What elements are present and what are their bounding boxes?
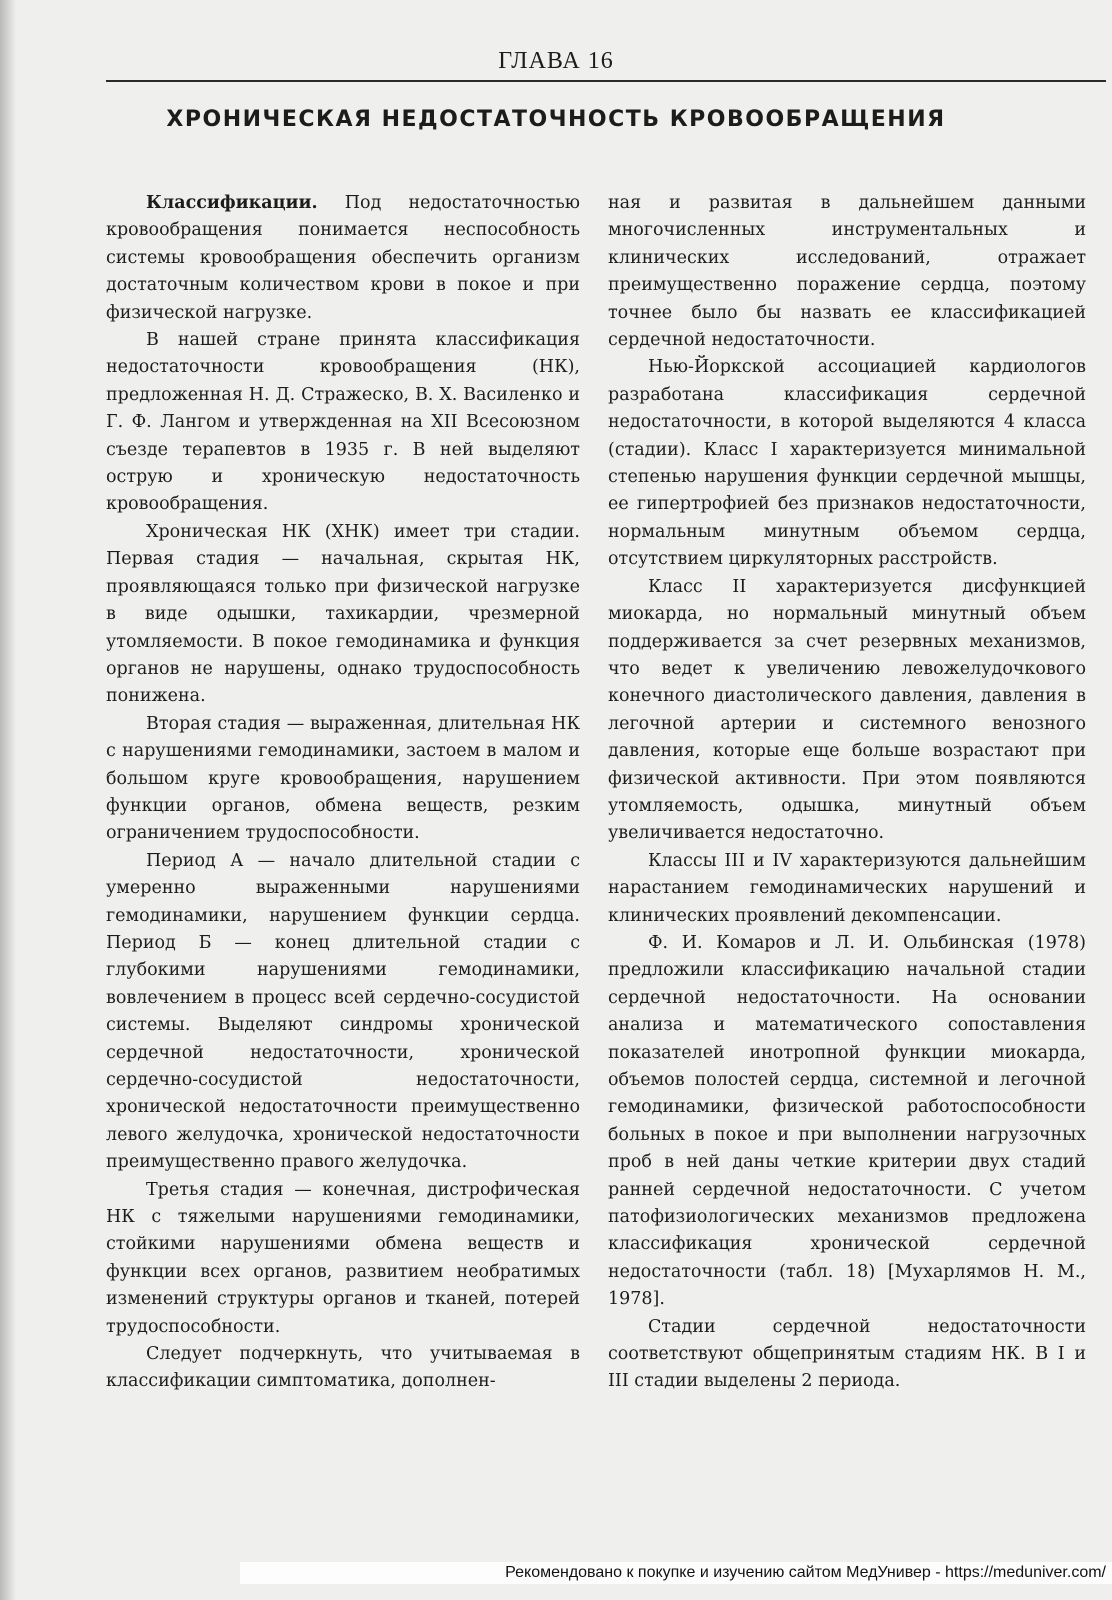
section-label: Классификации. <box>146 193 318 213</box>
scan-edge-shadow <box>0 0 16 1600</box>
left-column <box>106 190 580 1396</box>
paragraph: Период А — начало длительной стадии с умеренно выраженными нарушениями гемодинамики, нарушением функции сердца. Период Б — конец длительной стадии с глубокими нарушениями гемодинамики, вовлечением в процесс всей сердечно-сосудистой системы. Выделяют синдромы хронической сердечной недостаточности, хронической сердечно-сосудистой недостаточности, хронической недостаточности преимущественно левого желудочка, хронической недостаточности преимущественно правого желудочка. <box>106 850 580 1173</box>
chapter-title: ХРОНИЧЕСКАЯ НЕДОСТАТОЧНОСТЬ КРОВООБРАЩЕНИЯ <box>166 107 946 132</box>
chapter-heading: ГЛАВА 16 <box>498 48 614 74</box>
paragraph: Вторая стадия — выраженная, длительная НК с нарушениями гемодинамики, застоем в малом и большом круге кровообращения, нарушением функции органов, обмена веществ, резким ограничением трудоспособности. <box>106 713 580 844</box>
paragraph: Класс II характеризуется дисфункцией миокарда, но нормальный минутный объем поддерживается за счет резервных механизмов, что ведет к увеличению левожелудочкового конечного диастолического давления, давления в легочной артерии и системного венозного давления, которые еще больше возрастают при физической активности. При этом появляются утомляемость, одышка, минутный объем увеличивается недостаточно. <box>608 576 1086 844</box>
header-rule <box>106 80 1106 82</box>
paragraph: Хроническая НК (ХНК) имеет три стадии. Первая стадия — начальная, скрытая НК, проявляющаяся только при физической нагрузке в виде одышки, тахикардии, чрезмерной утомляемости. В покое гемодинамика и функция органов не нарушены, однако трудоспособность понижена. <box>106 521 580 707</box>
paragraph: Классы III и IV характеризуются дальнейшим нарастанием гемодинамических нарушений и клинических проявлений декомпенсации. <box>608 850 1086 926</box>
watermark-banner: Рекомендовано к покупке и изучению сайтом МедУнивер - https://meduniver.com/ <box>240 1562 1112 1584</box>
paragraph: В нашей стране принята классификация недостаточности кровообращения (НК), предложенная Н. Д. Стражеско, В. Х. Василенко и Г. Ф. Лангом и утвержденная на XII Всесоюзном съезде терапевтов в 1935 г. В ней выделяют острую и хроническую недостаточность кровообращения. <box>106 330 580 515</box>
paragraph <box>106 190 580 327</box>
paragraph: Нью-Йоркской ассоциацией кардиологов разработана классификация сердечной недостаточности, в которой выделяются 4 класса (стадии). Класс I характеризуется минимальной степенью нарушения функции сердечной мышцы, ее гипертрофией без признаков недостаточности, нормальным минутным объемом сердца, отсутствием циркуляторных расстройств. <box>608 357 1086 570</box>
paragraph: Ф. И. Комаров и Л. И. Ольбинская (1978) предложили классификацию начальной стадии сердечной недостаточности. На основании анализа и математического сопоставления показателей инотропной функции миокарда, объемов полостей сердца, системной и легочной гемодинамики, физической работоспособности больных в покое и при выполнении нагрузочных проб в ней даны четкие критерии двух стадий ранней сердечной недостаточности. С учетом патофизиологических механизмов предложена классификация хронической сердечной недостаточности (табл. 18) [Мухарлямов Н. М., 1978]. <box>608 932 1086 1310</box>
paragraph: ная и развитая в дальнейшем данными многочисленных инструментальных и клинических исследований, отражает преимущественно поражение сердца, поэтому точнее было бы назвать ее классификацией сердечной недостаточности. <box>608 193 1086 351</box>
right-column <box>608 190 1086 1396</box>
paragraph-text: Под недостаточностью кровообращения понимается неспособность системы кровообращения обеспечить организм достаточным количеством крови в покое и при физической нагрузке. <box>106 193 580 323</box>
paragraph: Следует подчеркнуть, что учитываемая в классификации симптоматика, дополнен- <box>106 1344 580 1392</box>
paragraph: Стадии сердечной недостаточности соответствуют общепринятым стадиям НК. В I и III стадии выделены 2 периода. <box>608 1316 1086 1392</box>
paragraph: Третья стадия — конечная, дистрофическая НК с тяжелыми нарушениями гемодинамики, стойкими нарушениями обмена веществ и функции всех органов, развитием необратимых изменений структуры органов и тканей, потерей трудоспособности. <box>106 1179 580 1337</box>
